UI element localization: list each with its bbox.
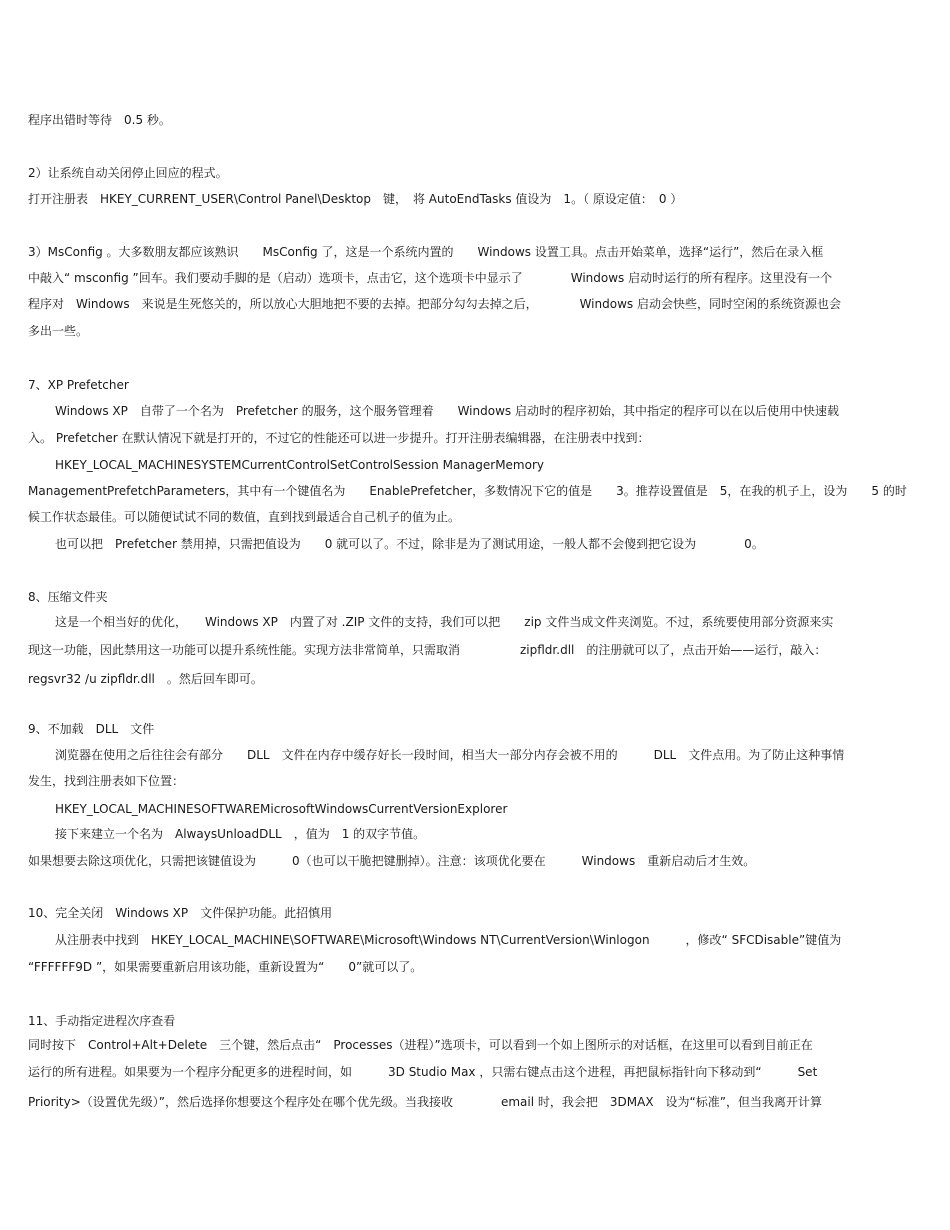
text-line: 也可以把 Prefetcher 禁用掉，只需把值设为 0 就可以了。不过，除非是为了测试用途，一般人都不会傻到把它设为 0。	[55, 537, 764, 551]
text-line: 打开注册表 HKEY_CURRENT_USER\Control Panel\Desktop 键， 将 AutoEndTasks 值设为 1。（ 原设定值： 0 ）	[28, 192, 683, 206]
text-line: ManagementPrefetchParameters，其中有一个键值名为 EnablePrefetcher，多数情况下它的值是 3。推荐设置值是 5，在我的机子上，设为 5 的时	[28, 484, 907, 498]
section-heading: 8、压缩文件夹	[28, 590, 108, 604]
section-item-heading: 3）MsConfig 。大多数朋友都应该熟识 MsConfig 了，这是一个系统内置的 Windows 设置工具。点击开始菜单，选择“运行”，然后在录入框	[28, 245, 824, 259]
text-line: 浏览器在使用之后往往会有部分 DLL 文件在内存中缓存好长一段时间，相当大一部分内存会被不用的 DLL 文件点用。为了防止这种事情	[55, 748, 845, 762]
text-line: 这是一个相当好的优化， Windows XP 内置了对 .ZIP 文件的支持，我们可以把 zip 文件当成文件夹浏览。不过，系统要使用部分资源来实	[55, 615, 834, 629]
text-line: 中敲入“ msconfig ”回车。我们要动手脚的是（启动）选项卡，点击它，这个选项卡中显示了 Windows 启动时运行的所有程序。这里没有一个	[28, 271, 833, 285]
registry-path: HKEY_LOCAL_MACHINESYSTEMCurrentControlSetControlSession ManagerMemory	[55, 458, 544, 472]
text-line: 从注册表中找到 HKEY_LOCAL_MACHINE\SOFTWARE\Microsoft\Windows NT\CurrentVersion\Winlogon ，修改“ SFCDisable”键值为	[55, 933, 842, 947]
section-heading: 7、XP Prefetcher	[28, 378, 129, 392]
text-line: 程序对 Windows 来说是生死悠关的，所以放心大胆地把不要的去掉。把部分勾勾去掉之后， Windows 启动会快些，同时空闲的系统资源也会	[28, 297, 841, 311]
text-line: 入。 Prefetcher 在默认情况下就是打开的，不过它的性能还可以进一步提升。打开注册表编辑器，在注册表中找到：	[28, 431, 650, 445]
text-line: 多出一些。	[28, 324, 89, 338]
text-line: “FFFFFF9D ”，如果需要重新启用该功能，重新设置为“ 0”就可以了。	[28, 960, 423, 974]
registry-path: HKEY_LOCAL_MACHINESOFTWAREMicrosoftWindowsCurrentVersionExplorer	[55, 802, 508, 816]
text-line: Priority>（设置优先级）”，然后选择你想要这个程序处在哪个优先级。当我接收 email 时，我会把 3DMAX 设为“标准”，但当我离开计算	[28, 1095, 822, 1109]
text-line: 现这一功能，因此禁用这一功能可以提升系统性能。实现方法非常简单，只需取消 zipfldr.dll 的注册就可以了，点击开始——运行，敲入：	[28, 643, 827, 657]
text-line: 运行的所有进程。如果要为一个程序分配更多的进程时间，如 3D Studio Max ，只需右键点击这个进程，再把鼠标指针向下移动到“ Set	[28, 1065, 818, 1079]
section-heading: 9、不加载 DLL 文件	[28, 722, 155, 736]
text-line: Windows XP 自带了一个名为 Prefetcher 的服务，这个服务管理着 Windows 启动时的程序初始，其中指定的程序可以在以后使用中快速载	[55, 404, 839, 418]
text-line: 如果想要去除这项优化，只需把该键值设为 0（也可以干脆把键删掉）。注意：该项优化要在 Windows 重新启动后才生效。	[28, 854, 756, 868]
text-line: 候工作状态最佳。可以随便试试不同的数值，直到找到最适合自己机子的值为止。	[28, 510, 461, 524]
text-line: 同时按下 Control+Alt+Delete 三个键，然后点击“ Processes（进程）”选项卡，可以看到一个如上图所示的对话框，在这里可以看到目前正在	[28, 1038, 813, 1052]
section-item-heading: 2）让系统自动关闭停止回应的程式。	[28, 166, 228, 180]
text-line: regsvr32 /u zipfldr.dll 。然后回车即可。	[28, 672, 263, 686]
text-line: 程序出错时等待 0.5 秒。	[28, 113, 171, 127]
text-line: 发生，找到注册表如下位置：	[28, 774, 185, 788]
section-heading: 10、完全关闭 Windows XP 文件保护功能。此招慎用	[28, 906, 333, 920]
section-heading: 11、手动指定进程次序查看	[28, 1014, 176, 1028]
text-line: 接下来建立一个名为 AlwaysUnloadDLL ，值为 1 的双字节值。	[55, 827, 426, 841]
